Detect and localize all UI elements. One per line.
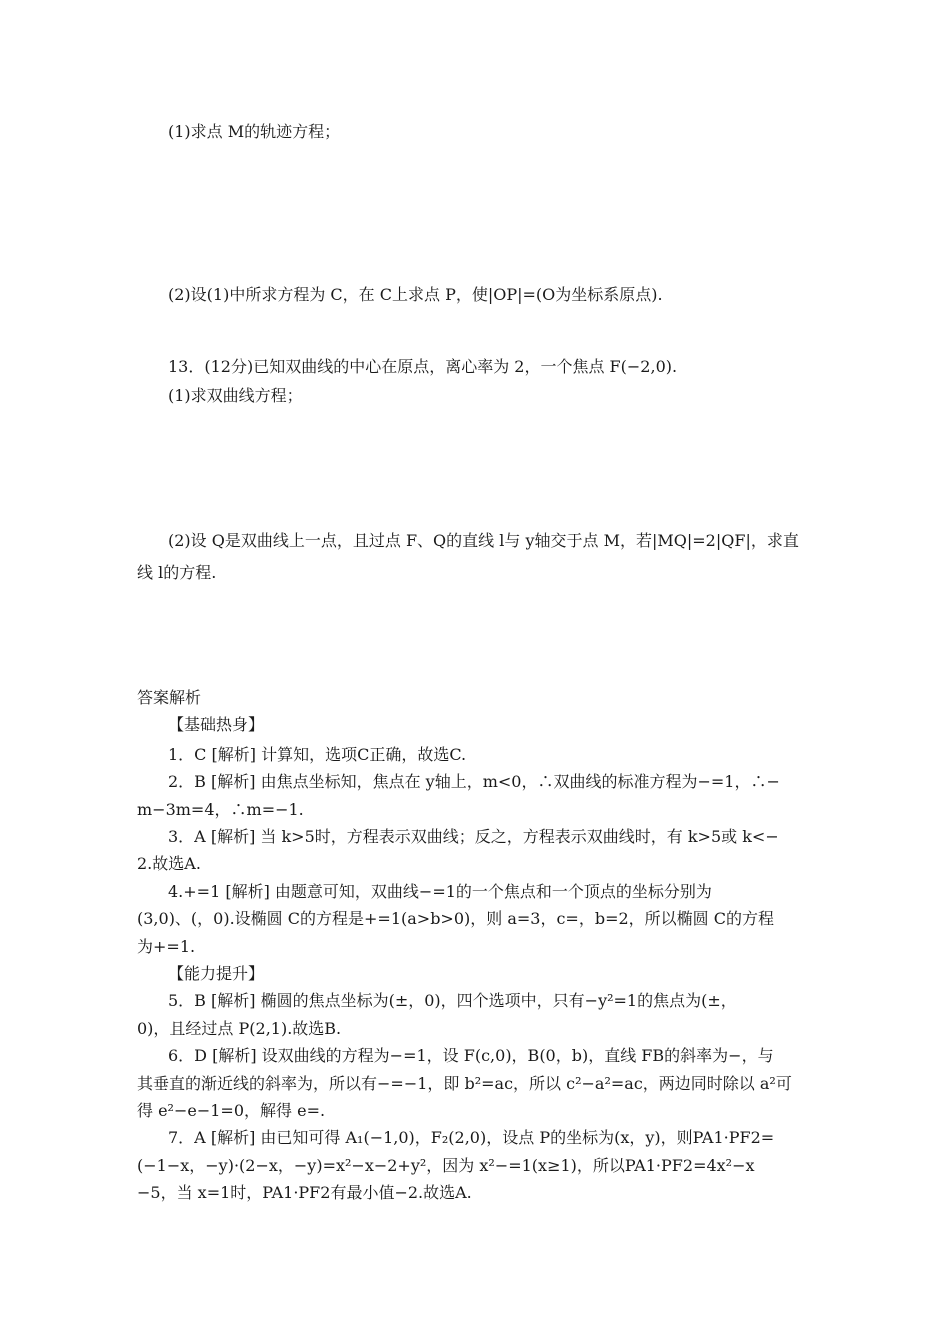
answer-3-line1: 3．A [解析] 当 k>5时，方程表示双曲线；反之，方程表示双曲线时，有 k>5或 k<− (168, 827, 779, 846)
answer-4-line1: 4.+=1 [解析] 由题意可知，双曲线−=1的一个焦点和一个顶点的坐标分别为 (168, 882, 712, 901)
answer-6-line3: 得 e²−e−1=0，解得 e=. (137, 1101, 326, 1120)
problem12-part2: (2)设(1)中所求方程为 C，在 C上求点 P，使|OP|=(O为坐标系原点). (168, 285, 663, 304)
answers-heading: 答案解析 (137, 688, 202, 707)
answer-7-line2: (−1−x，−y)·(2−x，−y)=x²−x−2+y²，因为 x²−=1(x≥1)，所以PA1·PF2=4x²−x (137, 1156, 755, 1175)
answer-6-line2: 其垂直的渐近线的斜率为，所以有−=−1，即 b²=ac，所以 c²−a²=ac，两边同时除以 a²可 (137, 1074, 792, 1093)
answer-5-line1: 5．B [解析] 椭圆的焦点坐标为(±，0)，四个选项中，只有−y²=1的焦点为(±， (168, 991, 737, 1010)
answer-3-line2: 2.故选A. (137, 854, 201, 873)
problem12-part1: (1)求点 M的轨迹方程； (168, 122, 341, 141)
problem13-part2-line1: (2)设 Q是双曲线上一点，且过点 F、Q的直线 l与 y轴交于点 M，若|MQ|=2|QF|，求直 (168, 531, 799, 550)
answer-5-line2: 0)，且经过点 P(2,1).故选B. (137, 1019, 342, 1038)
answer-7-line3: −5，当 x=1时，PA1·PF2有最小值−2.故选A. (137, 1183, 472, 1202)
problem13-part2-line2: 线 l的方程. (137, 563, 217, 582)
section-basic: 【基础热身】 (168, 715, 265, 734)
answer-4-line3: 为+=1. (137, 937, 196, 956)
answer-7-line1: 7．A [解析] 由已知可得 A₁(−1,0)，F₂(2,0)，设点 P的坐标为(x，y)，则PA1·PF2= (168, 1128, 775, 1147)
answer-1: 1．C [解析] 计算知，选项C正确，故选C. (168, 745, 467, 764)
answer-2-line1: 2．B [解析] 由焦点坐标知，焦点在 y轴上，m<0，∴双曲线的标准方程为−=1，∴− (168, 772, 780, 791)
problem13-part1: (1)求双曲线方程； (168, 386, 303, 405)
answer-6-line1: 6．D [解析] 设双曲线的方程为−=1，设 F(c,0)，B(0，b)，直线 FB的斜率为−，与 (168, 1046, 774, 1065)
section-advanced: 【能力提升】 (168, 964, 265, 983)
answer-4-line2: (3,0)、(，0).设椭圆 C的方程是+=1(a>b>0)，则 a=3，c=，b=2，所以椭圆 C的方程 (137, 909, 774, 928)
problem13-stem: 13．(12分)已知双曲线的中心在原点，离心率为 2，一个焦点 F(−2,0). (168, 357, 678, 376)
answer-2-line2: m−3m=4，∴m=−1. (137, 800, 304, 819)
